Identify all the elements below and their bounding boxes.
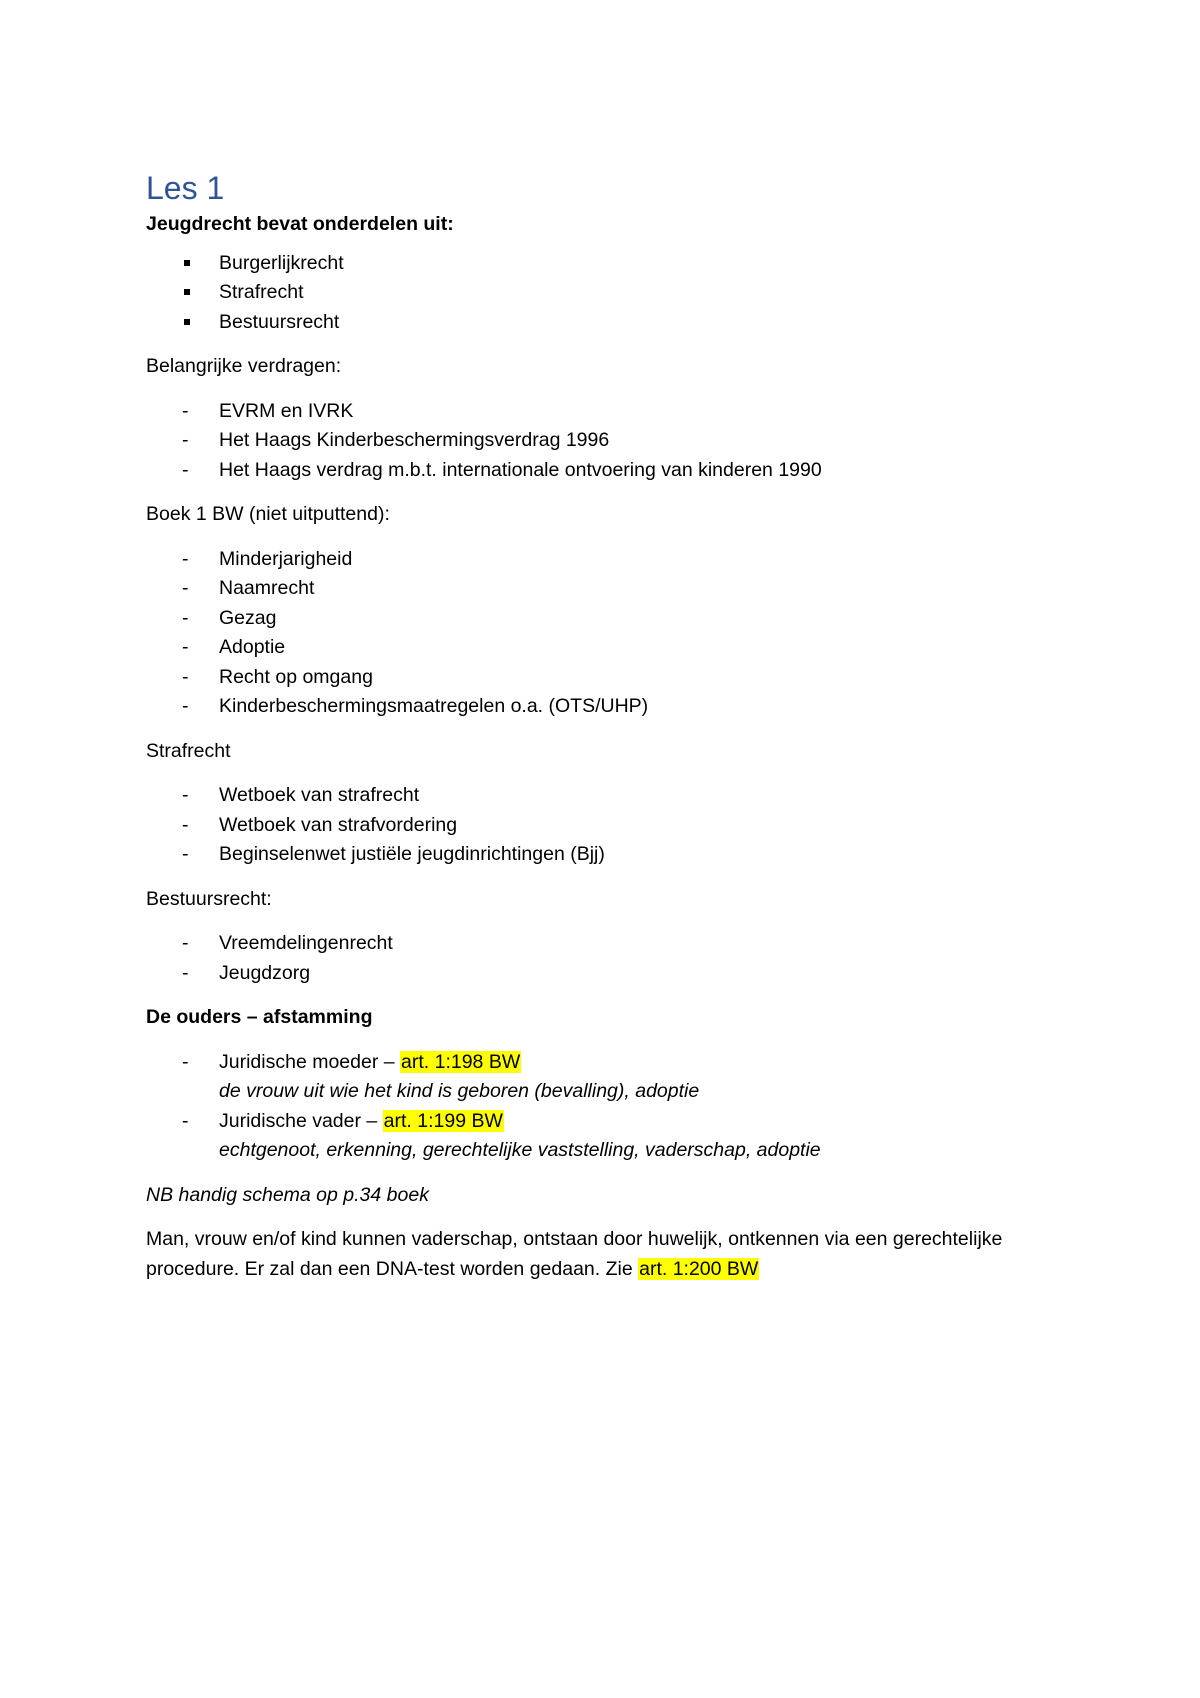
dash-icon: - (182, 458, 189, 481)
list-item: - Recht op omgang (146, 663, 1086, 693)
ouders-detail: echtgenoot, erkenning, gerechtelijke vaststelling, vaderschap, adoptie (219, 1139, 821, 1161)
dash-icon: - (182, 813, 189, 836)
document-body (146, 168, 1086, 1299)
list-item: - Naamrecht (146, 574, 1086, 604)
bullet-icon (184, 319, 190, 325)
verdragen-heading: Belangrijke verdragen: (146, 355, 342, 377)
intro-list (146, 249, 1086, 338)
list-item: - Het Haags verdrag m.b.t. internationale ontvoering van kinderen 1990 (146, 456, 1086, 486)
list-item: - EVRM en IVRK (146, 397, 1086, 427)
list-item: - Minderjarigheid (146, 545, 1086, 575)
list-item: - Wetboek van strafrecht (146, 781, 1086, 811)
page-title: Les 1 (146, 170, 225, 206)
dash-icon: - (182, 665, 189, 688)
bestuursrecht-heading: Bestuursrecht: (146, 887, 272, 910)
boek1-heading: Boek 1 BW (niet uitputtend): (146, 503, 390, 525)
list-item: - Wetboek van strafvordering (146, 811, 1086, 841)
list-item: - Adoptie (146, 633, 1086, 663)
dash-icon: - (182, 399, 189, 422)
dash-icon: - (182, 636, 189, 658)
list-item (146, 1107, 1086, 1166)
dash-icon: - (182, 577, 189, 599)
ouders-label: Juridische moeder – (219, 1050, 401, 1073)
ouders-label: Juridische vader – (219, 1109, 383, 1132)
article-reference: art. 1:200 BW (639, 1257, 759, 1280)
nb-note: NB handig schema op p.34 boek (146, 1183, 429, 1206)
ouders-detail: de vrouw uit wie het kind is geboren (bevalling), adoptie (219, 1080, 700, 1102)
ouders-heading: De ouders – afstamming (146, 1006, 373, 1028)
intro-heading: Jeugdrecht bevat onderdelen uit: (146, 213, 454, 235)
list-item: - Jeugdzorg (146, 959, 1086, 989)
dash-icon: - (182, 843, 189, 865)
closing-paragraph (146, 1225, 1086, 1284)
dash-icon: - (182, 429, 189, 451)
dash-icon: - (182, 932, 189, 954)
dash-icon: - (182, 961, 189, 984)
bestuursrecht-list (146, 929, 1086, 988)
dash-icon: - (182, 784, 189, 806)
dash-icon: - (182, 1050, 189, 1073)
dash-icon: - (182, 695, 189, 717)
strafrecht-heading: Strafrecht (146, 739, 231, 762)
list-item: Strafrecht (146, 278, 1086, 308)
bullet-icon (184, 260, 190, 266)
bullet-icon (184, 289, 190, 295)
dash-icon: - (182, 547, 189, 570)
dash-icon: - (182, 1109, 189, 1132)
strafrecht-list (146, 781, 1086, 870)
list-item (146, 1048, 1086, 1107)
dash-icon: - (182, 606, 189, 629)
list-item: Burgerlijkrecht (146, 249, 1086, 279)
list-item: - Kinderbeschermingsmaatregelen o.a. (OTS/UHP) (146, 692, 1086, 722)
ouders-list (146, 1048, 1086, 1166)
closing-text: Man, vrouw en/of kind kunnen vaderschap, ontstaan door huwelijk, ontkennen via een gerechtelijke procedure. Er zal dan een DNA-test worden gedaan. Zie (146, 1228, 1003, 1280)
article-reference: art. 1:199 BW (383, 1109, 503, 1132)
list-item: - Het Haags Kinderbeschermingsverdrag 1996 (146, 426, 1086, 456)
list-item: - Beginselenwet justiële jeugdinrichtingen (Bjj) (146, 840, 1086, 870)
boek1-list (146, 545, 1086, 722)
list-item: - Vreemdelingenrecht (146, 929, 1086, 959)
list-item: Bestuursrecht (146, 308, 1086, 338)
list-item: - Gezag (146, 604, 1086, 634)
verdragen-list (146, 397, 1086, 486)
article-reference: art. 1:198 BW (401, 1050, 521, 1073)
